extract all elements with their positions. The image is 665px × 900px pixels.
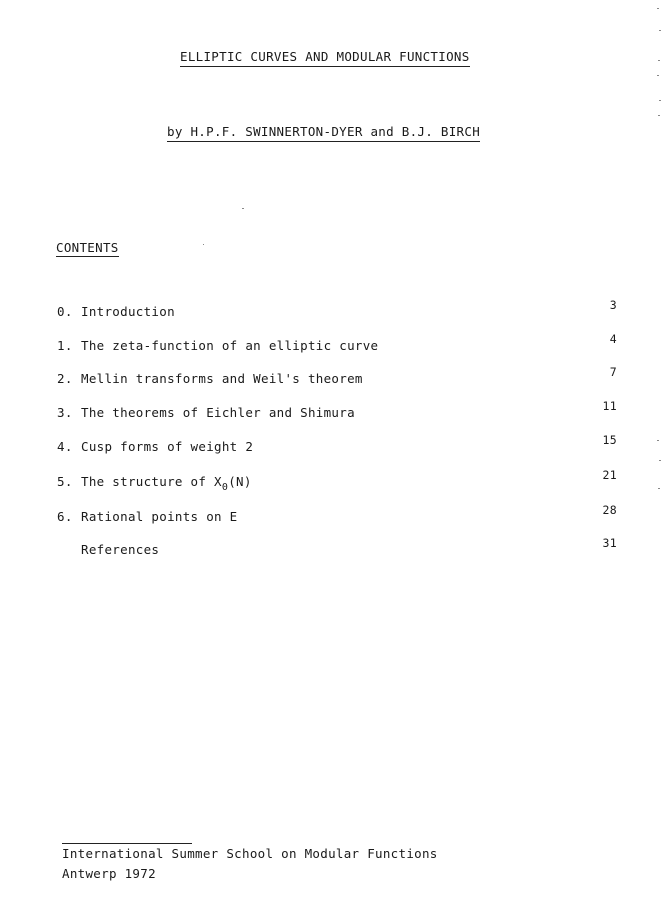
toc-entry-page: 3 [609, 298, 617, 312]
scan-speck [657, 75, 659, 76]
toc-entry-references [57, 536, 617, 557]
toc-entry-cusp-forms [57, 433, 617, 454]
scan-speck [659, 100, 661, 101]
scan-speck [658, 488, 660, 489]
document-authors: by H.P.F. SWINNERTON-DYER and B.J. BIRCH [167, 124, 480, 142]
toc-entry-title-pre: The structure of X [81, 474, 222, 489]
toc-entry-title: Mellin transforms and Weil's theorem [81, 371, 363, 386]
toc-entry-number: 5. [57, 474, 73, 489]
toc-entry-title: References [81, 542, 160, 557]
toc-entry-zeta-function [57, 332, 617, 353]
toc-entry-title: Cusp forms of weight 2 [81, 439, 254, 454]
toc-entry-number: 6. [57, 509, 73, 524]
document-title: ELLIPTIC CURVES AND MODULAR FUNCTIONS [180, 49, 470, 67]
toc-entry-title: The zeta-function of an elliptic curve [81, 338, 379, 353]
scan-speck [659, 30, 661, 31]
footnote-line-2: Antwerp 1972 [62, 866, 156, 881]
toc-entry-title-subscript: 0 [221, 482, 229, 493]
toc-entry-number: 1. [57, 338, 73, 353]
toc-entry-rational-points [57, 503, 617, 524]
toc-entry-title: Introduction [81, 304, 175, 319]
scan-speck [657, 440, 659, 441]
toc-entry-eichler-shimura [57, 399, 617, 420]
toc-entry-structure-x0 [57, 468, 617, 493]
toc-entry-title-post: (N) [228, 474, 252, 489]
toc-entry-page: 11 [602, 399, 617, 413]
toc-entry-introduction [57, 298, 617, 319]
toc-entry-title: Rational points on E [81, 509, 238, 524]
toc-entry-title: The theorems of Eichler and Shimura [81, 405, 355, 420]
footnote-rule [62, 843, 192, 844]
toc-entry-page: 15 [602, 433, 617, 447]
scan-speck [657, 8, 659, 9]
footnote-line-1: International Summer School on Modular Functions [62, 846, 438, 861]
toc-entry-number: 2. [57, 371, 73, 386]
scan-speck [658, 115, 660, 116]
toc-entry-page: 4 [609, 332, 617, 346]
toc-entry-number: 3. [57, 405, 73, 420]
toc-entry-page: 7 [609, 365, 617, 379]
toc-entry-mellin-transforms [57, 365, 617, 386]
scan-speck [242, 208, 244, 209]
toc-entry-page: 31 [602, 536, 617, 550]
scan-speck [658, 60, 660, 61]
scan-speck [203, 244, 204, 245]
toc-entry-number: 4. [57, 439, 73, 454]
toc-entry-page: 21 [602, 468, 617, 482]
toc-entry-page: 28 [602, 503, 617, 517]
toc-entry-number: 0. [57, 304, 73, 319]
scan-speck [659, 460, 661, 461]
contents-heading: CONTENTS [56, 240, 119, 255]
